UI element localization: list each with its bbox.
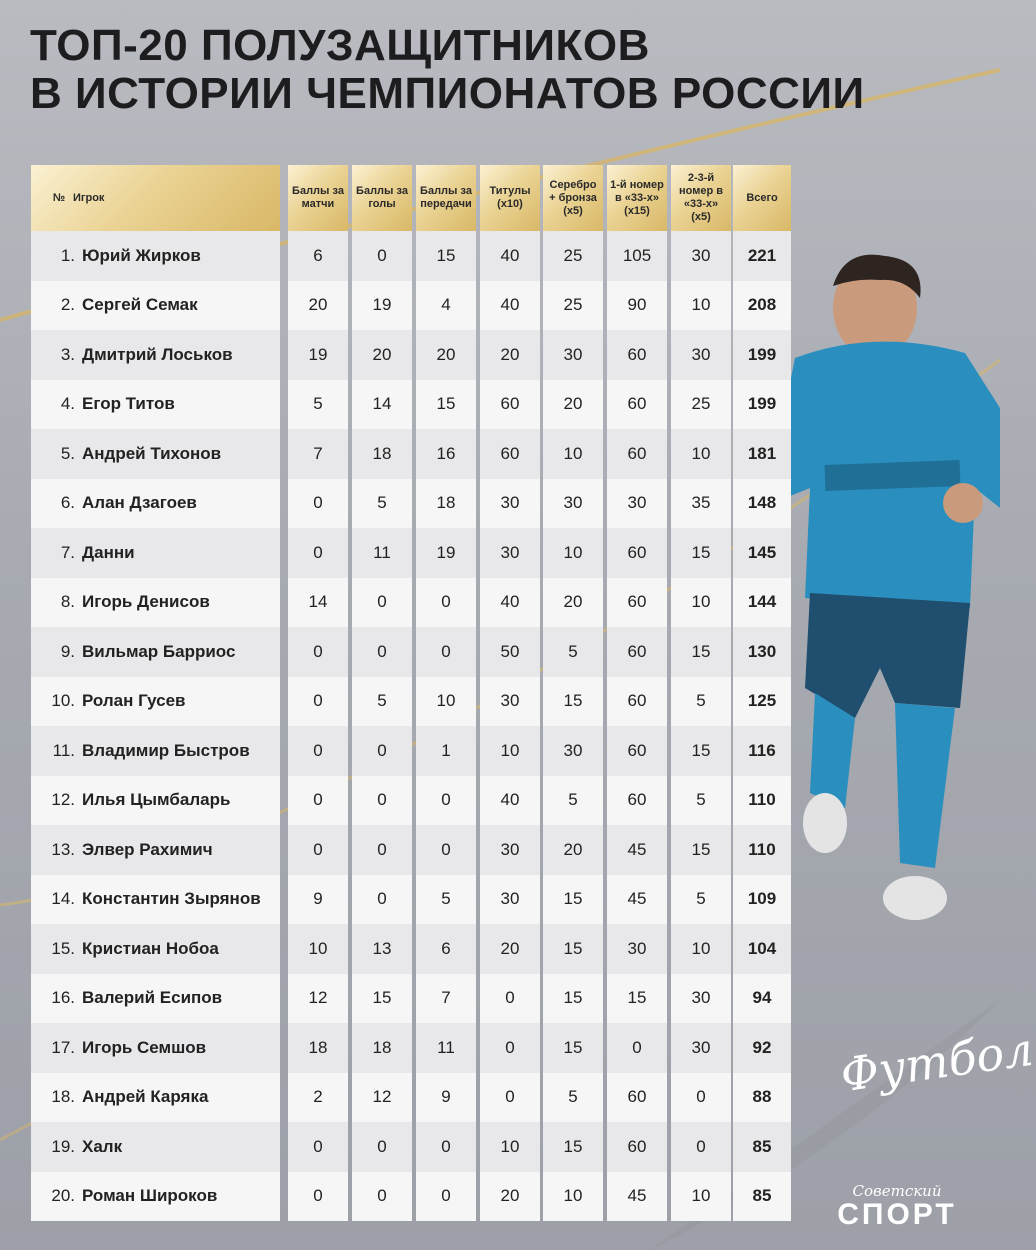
table-cell-other: 30 (671, 330, 731, 380)
column-titles (480, 165, 540, 1221)
player-name: Сергей Семак (82, 295, 198, 315)
table-row-player (31, 924, 280, 974)
table-cell-match: 20 (288, 281, 348, 331)
table-cell-total: 85 (733, 1172, 791, 1222)
player-photo (785, 248, 1000, 948)
table-cell-assists: 0 (416, 1172, 476, 1222)
title-line-2: В ИСТОРИИ ЧЕМПИОНАТОВ РОССИИ (30, 69, 865, 118)
table-cell-assists: 9 (416, 1073, 476, 1123)
table-cell-other: 10 (671, 281, 731, 331)
table-cell-titles: 30 (480, 528, 540, 578)
header-goal-points: Баллы за голы (352, 165, 412, 231)
table-cell-medals: 30 (543, 330, 603, 380)
player-name: Дмитрий Лоськов (82, 344, 233, 364)
table-row-player (31, 1122, 280, 1172)
column-assist-points (416, 165, 476, 1221)
table-cell-medals: 15 (543, 924, 603, 974)
player-name: Вильмар Барриос (82, 641, 236, 661)
table-cell-first: 90 (607, 281, 667, 331)
table-cell-other: 10 (671, 924, 731, 974)
rank-number: 15. (51, 938, 75, 958)
table-cell-medals: 5 (543, 776, 603, 826)
table-cell-titles: 40 (480, 281, 540, 331)
rank-number: 5. (60, 443, 75, 463)
table-cell-goals: 5 (352, 677, 412, 727)
table-cell-match: 10 (288, 924, 348, 974)
table-cell-match: 18 (288, 1023, 348, 1073)
table-cell-titles: 30 (480, 825, 540, 875)
table-cell-total: 208 (733, 281, 791, 331)
table-row-player (31, 825, 280, 875)
table-cell-other: 10 (671, 1172, 731, 1222)
table-cell-goals: 18 (352, 429, 412, 479)
table-cell-total: 88 (733, 1073, 791, 1123)
column-player (31, 165, 280, 1221)
table-cell-titles: 20 (480, 330, 540, 380)
table-cell-match: 7 (288, 429, 348, 479)
table-cell-assists: 18 (416, 479, 476, 529)
table-cell-medals: 30 (543, 726, 603, 776)
table-cell-medals: 10 (543, 1172, 603, 1222)
table-cell-titles: 30 (480, 875, 540, 925)
table-cell-assists: 0 (416, 1122, 476, 1172)
header-top33-other: 2-3-й номер в «33-х» (х5) (671, 165, 731, 231)
player-name: Ролан Гусев (82, 691, 186, 711)
table-cell-titles: 40 (480, 231, 540, 281)
header-player-label: Игрок (73, 191, 105, 204)
table-cell-match: 0 (288, 825, 348, 875)
table-cell-titles: 50 (480, 627, 540, 677)
table-cell-assists: 0 (416, 825, 476, 875)
table-cell-assists: 5 (416, 875, 476, 925)
player-name: Юрий Жирков (82, 245, 201, 265)
table-row-player (31, 479, 280, 529)
table-cell-goals: 0 (352, 726, 412, 776)
table-cell-medals: 10 (543, 528, 603, 578)
table-cell-total: 221 (733, 231, 791, 281)
table-cell-medals: 5 (543, 1073, 603, 1123)
table-cell-first: 60 (607, 578, 667, 628)
table-cell-total: 110 (733, 825, 791, 875)
table-cell-medals: 15 (543, 677, 603, 727)
table-cell-first: 30 (607, 479, 667, 529)
table-cell-other: 5 (671, 875, 731, 925)
table-cell-titles: 0 (480, 1023, 540, 1073)
table-cell-other: 15 (671, 825, 731, 875)
table-cell-first: 60 (607, 1122, 667, 1172)
table-cell-goals: 0 (352, 231, 412, 281)
rank-number: 16. (51, 988, 75, 1008)
table-cell-medals: 10 (543, 429, 603, 479)
page-title (30, 22, 865, 118)
table-cell-assists: 1 (416, 726, 476, 776)
rank-number: 12. (51, 790, 75, 810)
table-cell-total: 116 (733, 726, 791, 776)
player-name: Егор Титов (82, 394, 175, 414)
rank-number: 2. (60, 295, 75, 315)
sport-logo-small: Советский (852, 1182, 942, 1200)
table-cell-match: 0 (288, 677, 348, 727)
table-row-player (31, 380, 280, 430)
rank-number: 8. (60, 592, 75, 612)
table-cell-first: 60 (607, 776, 667, 826)
player-name: Андрей Тихонов (82, 443, 222, 463)
table-cell-titles: 40 (480, 776, 540, 826)
rank-number: 9. (60, 641, 75, 661)
header-assist-points: Баллы за передачи (416, 165, 476, 231)
table-cell-match: 5 (288, 380, 348, 430)
table-cell-goals: 0 (352, 875, 412, 925)
rank-number: 4. (60, 394, 75, 414)
table-cell-goals: 12 (352, 1073, 412, 1123)
table-cell-medals: 20 (543, 825, 603, 875)
table-row-player (31, 1023, 280, 1073)
table-cell-match: 12 (288, 974, 348, 1024)
table-cell-medals: 15 (543, 1023, 603, 1073)
table-cell-match: 0 (288, 1122, 348, 1172)
table-cell-medals: 25 (543, 281, 603, 331)
table-cell-medals: 30 (543, 479, 603, 529)
rank-number: 14. (51, 889, 75, 909)
header-medals: Серебро + бронза (х5) (543, 165, 603, 231)
table-cell-total: 145 (733, 528, 791, 578)
table-cell-medals: 20 (543, 578, 603, 628)
table-cell-titles: 30 (480, 479, 540, 529)
table-cell-goals: 18 (352, 1023, 412, 1073)
table-cell-total: 144 (733, 578, 791, 628)
table-cell-other: 0 (671, 1073, 731, 1123)
player-name: Кристиан Нобоа (82, 938, 219, 958)
player-name: Владимир Быстров (82, 740, 250, 760)
player-name: Игорь Денисов (82, 592, 210, 612)
table-cell-titles: 0 (480, 1073, 540, 1123)
table-cell-goals: 0 (352, 825, 412, 875)
table-row-player (31, 627, 280, 677)
table-cell-other: 30 (671, 231, 731, 281)
table-cell-goals: 0 (352, 1122, 412, 1172)
table-row-player (31, 875, 280, 925)
player-name: Андрей Каряка (82, 1087, 209, 1107)
table-cell-assists: 11 (416, 1023, 476, 1073)
rank-number: 17. (51, 1037, 75, 1057)
header-match-points: Баллы за матчи (288, 165, 348, 231)
table-cell-assists: 16 (416, 429, 476, 479)
table-cell-match: 0 (288, 528, 348, 578)
rank-number: 20. (51, 1186, 75, 1206)
table-row-player (31, 776, 280, 826)
table-cell-titles: 30 (480, 677, 540, 727)
table-cell-total: 125 (733, 677, 791, 727)
table-cell-other: 15 (671, 627, 731, 677)
table-cell-match: 6 (288, 231, 348, 281)
table-cell-match: 0 (288, 1172, 348, 1222)
table-cell-medals: 5 (543, 627, 603, 677)
table-cell-first: 0 (607, 1023, 667, 1073)
column-top33-first (607, 165, 667, 1221)
table-cell-other: 0 (671, 1122, 731, 1172)
table-cell-total: 148 (733, 479, 791, 529)
table-cell-goals: 0 (352, 776, 412, 826)
table-cell-other: 10 (671, 578, 731, 628)
table-cell-total: 92 (733, 1023, 791, 1073)
sovetsky-sport-logo (822, 1182, 972, 1230)
table-cell-match: 19 (288, 330, 348, 380)
table-row-player (31, 429, 280, 479)
table-cell-first: 45 (607, 825, 667, 875)
table-cell-first: 45 (607, 875, 667, 925)
table-cell-assists: 0 (416, 578, 476, 628)
table-row-player (31, 528, 280, 578)
table-cell-medals: 20 (543, 380, 603, 430)
rank-number: 3. (60, 344, 75, 364)
table-cell-other: 15 (671, 726, 731, 776)
player-name: Игорь Семшов (82, 1037, 207, 1057)
header-total: Всего (733, 165, 791, 231)
table-row-player (31, 578, 280, 628)
header-titles: Титулы (х10) (480, 165, 540, 231)
table-cell-titles: 20 (480, 924, 540, 974)
table-cell-goals: 15 (352, 974, 412, 1024)
header-num: № (52, 191, 66, 204)
table-row-player (31, 1073, 280, 1123)
table-cell-total: 199 (733, 330, 791, 380)
table-cell-total: 199 (733, 380, 791, 430)
table-row-player (31, 726, 280, 776)
table-cell-assists: 15 (416, 231, 476, 281)
table-cell-assists: 15 (416, 380, 476, 430)
player-name: Халк (82, 1136, 123, 1156)
table-cell-total: 110 (733, 776, 791, 826)
table-cell-assists: 20 (416, 330, 476, 380)
table-cell-goals: 0 (352, 1172, 412, 1222)
column-medals (543, 165, 603, 1221)
rank-number: 19. (51, 1136, 75, 1156)
table-cell-assists: 6 (416, 924, 476, 974)
table-cell-match: 0 (288, 776, 348, 826)
table-cell-match: 14 (288, 578, 348, 628)
table-cell-assists: 4 (416, 281, 476, 331)
table-cell-match: 0 (288, 479, 348, 529)
table-cell-goals: 0 (352, 578, 412, 628)
rank-number: 11. (52, 740, 75, 760)
table-cell-medals: 25 (543, 231, 603, 281)
rank-number: 6. (60, 493, 75, 513)
column-total (733, 165, 791, 1221)
table-cell-assists: 10 (416, 677, 476, 727)
table-cell-first: 60 (607, 627, 667, 677)
table-cell-goals: 13 (352, 924, 412, 974)
table-cell-assists: 19 (416, 528, 476, 578)
player-name: Константин Зырянов (82, 889, 261, 909)
column-match-points (288, 165, 348, 1221)
table-cell-first: 60 (607, 330, 667, 380)
player-name: Элвер Рахимич (82, 839, 213, 859)
player-name: Алан Дзагоев (82, 493, 197, 513)
table-cell-other: 35 (671, 479, 731, 529)
table-cell-titles: 60 (480, 380, 540, 430)
table-cell-match: 2 (288, 1073, 348, 1123)
table-cell-first: 60 (607, 726, 667, 776)
table-cell-other: 15 (671, 528, 731, 578)
table-cell-total: 130 (733, 627, 791, 677)
player-name: Роман Широков (82, 1186, 218, 1206)
table-cell-first: 60 (607, 677, 667, 727)
table-cell-assists: 0 (416, 776, 476, 826)
table-cell-match: 9 (288, 875, 348, 925)
player-name: Илья Цымбаларь (82, 790, 231, 810)
table-cell-other: 25 (671, 380, 731, 430)
table-cell-assists: 0 (416, 627, 476, 677)
table-cell-goals: 20 (352, 330, 412, 380)
table-cell-medals: 15 (543, 1122, 603, 1172)
column-top33-other (671, 165, 731, 1221)
table-cell-first: 60 (607, 1073, 667, 1123)
rank-number: 18. (51, 1087, 75, 1107)
table-cell-other: 5 (671, 776, 731, 826)
rank-number: 7. (60, 542, 75, 562)
table-cell-goals: 0 (352, 627, 412, 677)
rank-number: 1. (60, 245, 75, 265)
table-cell-total: 181 (733, 429, 791, 479)
table-row-player (31, 281, 280, 331)
table-cell-other: 30 (671, 1023, 731, 1073)
table-cell-medals: 15 (543, 974, 603, 1024)
table-cell-medals: 15 (543, 875, 603, 925)
table-cell-goals: 14 (352, 380, 412, 430)
table-row-player (31, 1172, 280, 1222)
table-cell-titles: 10 (480, 726, 540, 776)
header-player (31, 165, 280, 231)
table-cell-first: 30 (607, 924, 667, 974)
table-cell-first: 60 (607, 380, 667, 430)
table-cell-total: 109 (733, 875, 791, 925)
table-row-player (31, 330, 280, 380)
table-cell-titles: 20 (480, 1172, 540, 1222)
table-cell-total: 104 (733, 924, 791, 974)
table-cell-first: 60 (607, 528, 667, 578)
table-cell-first: 105 (607, 231, 667, 281)
table-cell-titles: 0 (480, 974, 540, 1024)
table-cell-goals: 5 (352, 479, 412, 529)
table-cell-match: 0 (288, 627, 348, 677)
player-name: Валерий Есипов (82, 988, 223, 1008)
player-name: Данни (82, 542, 135, 562)
rank-number: 10. (51, 691, 75, 711)
football-logo: Футбол (837, 1021, 1036, 1103)
table-cell-goals: 19 (352, 281, 412, 331)
column-goal-points (352, 165, 412, 1221)
table-cell-titles: 60 (480, 429, 540, 479)
title-line-1: ТОП-20 ПОЛУЗАЩИТНИКОВ (30, 21, 650, 70)
table-cell-titles: 10 (480, 1122, 540, 1172)
sport-logo-big: СПОРТ (837, 1198, 957, 1231)
table-cell-other: 10 (671, 429, 731, 479)
table-cell-first: 60 (607, 429, 667, 479)
rank-number: 13. (51, 839, 75, 859)
table-cell-total: 85 (733, 1122, 791, 1172)
table-row-player (31, 974, 280, 1024)
header-top33-first: 1-й номер в «33-х» (х15) (607, 165, 667, 231)
table-cell-match: 0 (288, 726, 348, 776)
table-row-player (31, 677, 280, 727)
table-row-player (31, 231, 280, 281)
table-cell-first: 45 (607, 1172, 667, 1222)
table-cell-goals: 11 (352, 528, 412, 578)
table-cell-other: 30 (671, 974, 731, 1024)
table-cell-titles: 40 (480, 578, 540, 628)
table-cell-first: 15 (607, 974, 667, 1024)
table-cell-total: 94 (733, 974, 791, 1024)
table-cell-assists: 7 (416, 974, 476, 1024)
table-cell-other: 5 (671, 677, 731, 727)
